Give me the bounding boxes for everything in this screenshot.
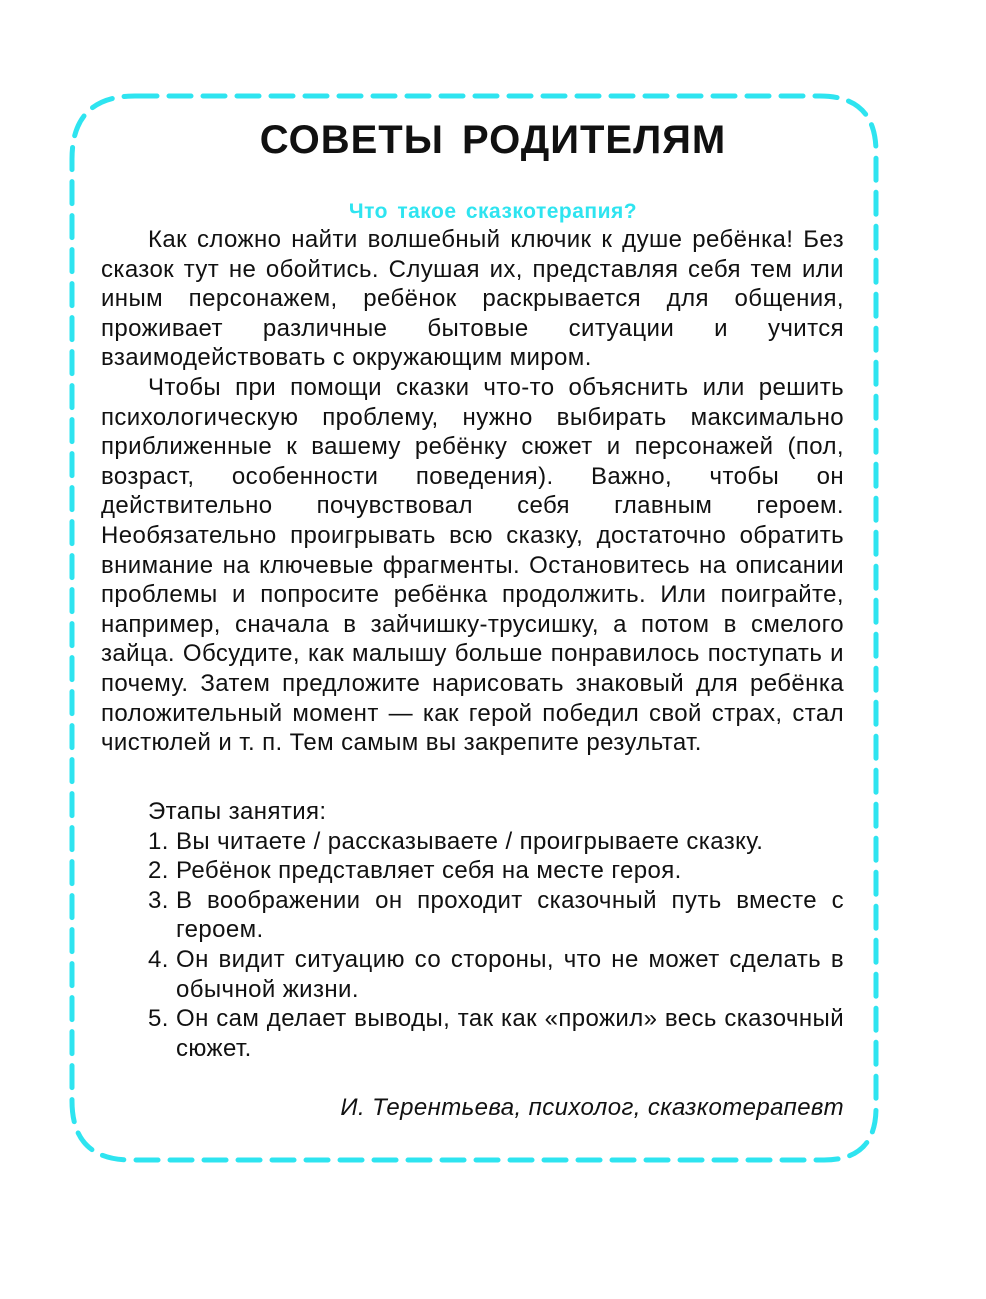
list-item <box>101 886 844 945</box>
stages-section <box>101 797 844 1063</box>
list-item <box>101 856 844 886</box>
step-text: Ребёнок представляет себя на месте героя. <box>176 857 682 885</box>
paragraph: Как сложно найти волшебный ключик к душе ребёнка! Без сказок тут не обойтись. Слушая их, представляя себя тем или иным персонажем, ребёнок раскрывается для общения, проживает различные бытовые ситуации и учится взаимодействовать с окружающим миром. <box>101 226 844 372</box>
author-signature: И. Терентьева, психолог, сказкотерапевт <box>340 1094 844 1121</box>
step-number: 2. <box>148 857 169 885</box>
stages-list <box>101 827 844 1064</box>
step-text: Он видит ситуацию со стороны, что не может сделать в обычной жизни. <box>176 945 844 1003</box>
stages-title: Этапы занятия: <box>148 798 327 825</box>
step-number: 3. <box>148 886 169 914</box>
step-text: Вы читаете / рассказываете / проигрываете сказку. <box>176 827 764 855</box>
step-number: 5. <box>148 1005 169 1033</box>
paragraph: Чтобы при помощи сказки что-то объяснить или решить психологическую проблему, нужно выбирать максимально приближенные к вашему ребёнку сюжет и персонажей (пол, возраст, особенности поведения). Важно, чтобы он действительно почувствовал себя главным героем. Необязательно проигрывать всю сказку, достаточно обратить внимание на ключевые фрагменты. Остановитесь на описании проблемы и попросите ребёнка продолжить. Или поиграйте, например, сначала в зайчишку-трусишку, а потом в смелого зайца. Обсудите, как малышу больше понравилось поступать и почему. Затем предложите нарисовать знаковый для ребёнка положительный момент — как герой победил свой страх, стал чистюлей и т. п. Тем самым вы закрепите результат. <box>101 373 844 757</box>
step-number: 4. <box>148 945 169 973</box>
list-item <box>101 945 844 1004</box>
list-item <box>101 1004 844 1063</box>
page-title: СОВЕТЫ РОДИТЕЛЯМ <box>259 118 727 162</box>
list-item <box>101 827 844 857</box>
article-body <box>101 225 844 758</box>
section-subtitle: Что такое сказкотерапия? <box>348 200 638 223</box>
step-text: Он сам делает выводы, так как «прожил» весь сказочный сюжет. <box>176 1005 844 1062</box>
step-text: В воображении он проходит сказочный путь вместе с героем. <box>176 886 844 944</box>
step-number: 1. <box>148 827 169 855</box>
